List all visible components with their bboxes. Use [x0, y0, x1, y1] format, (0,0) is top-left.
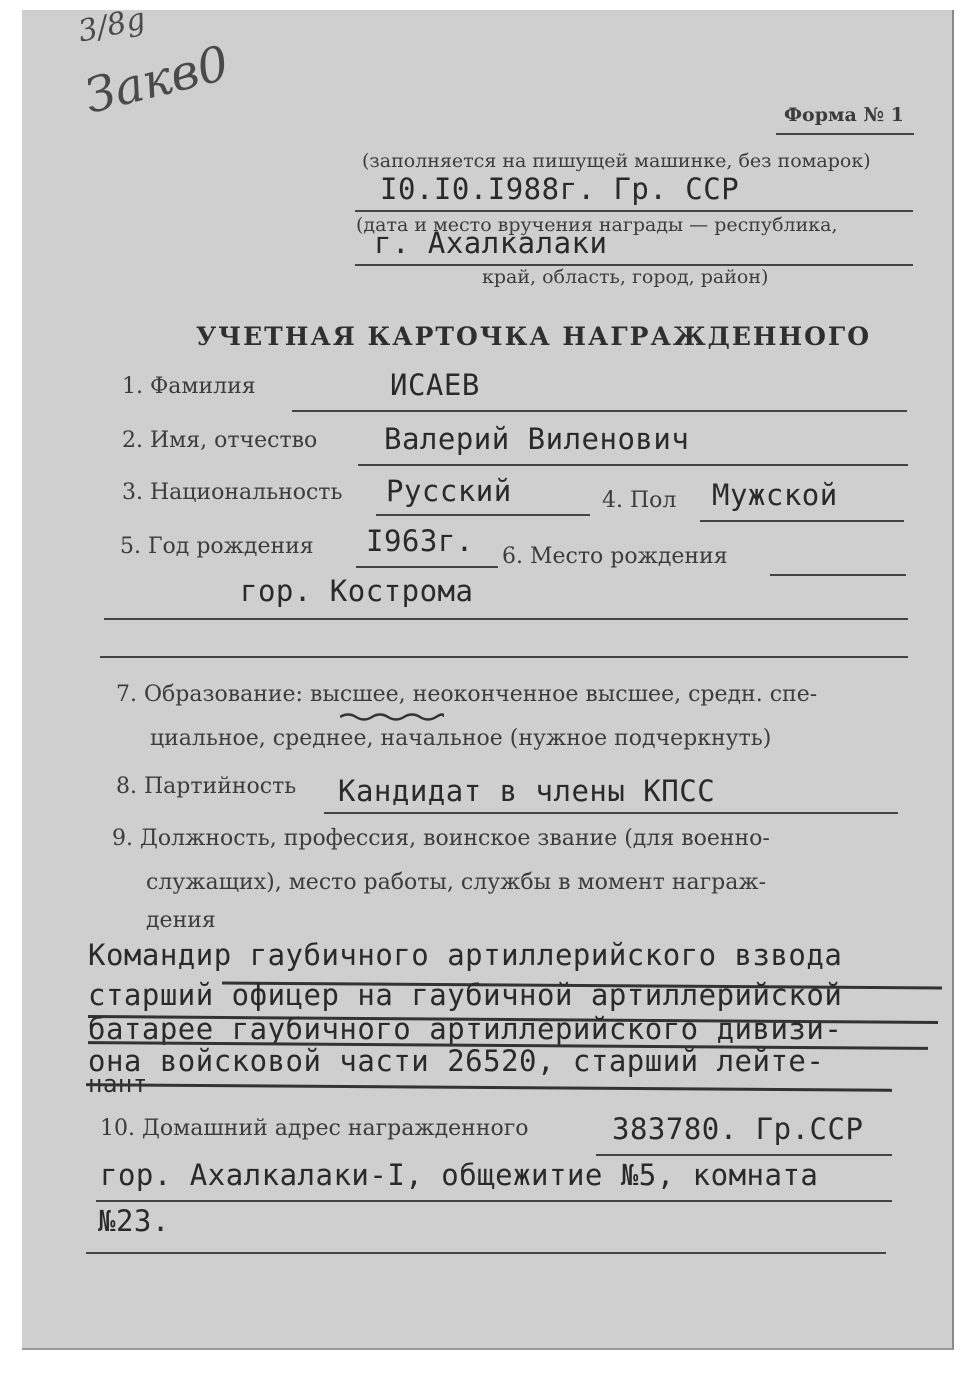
birth-place-label: 6. Место рождения: [502, 544, 728, 569]
address-rule-1: [596, 1154, 892, 1156]
award-date-place: I0.I0.I988г. Гр. ССР: [380, 172, 740, 206]
position-value-line-4: она войсковой части 26520, старший лейте-: [88, 1044, 825, 1078]
award-city: г. Ахалкалаки: [374, 226, 608, 260]
birth-place-rule-3: [100, 656, 908, 658]
education-underline-mark: [340, 712, 444, 722]
region-caption: край, область, город, район): [482, 266, 769, 288]
position-value-line-3: батарее гаубичного артиллерийского дивизи-: [88, 1012, 843, 1046]
address-value-line-1: 383780. Гр.ССР: [612, 1112, 864, 1146]
address-label: 10. Домашний адрес награжденного: [100, 1116, 529, 1141]
sex-label: 4. Пол: [602, 488, 677, 513]
nationality-rule: [376, 514, 590, 516]
award-date-rule: [355, 210, 913, 212]
surname-value: ИСАЕВ: [390, 368, 480, 402]
surname-rule: [292, 410, 907, 412]
party-rule: [324, 812, 898, 814]
card-title: УЧЕТНАЯ КАРТОЧКА НАГРАЖДЕННОГО: [196, 322, 871, 351]
education-line-1: 7. Образование: высшее, неоконченное высшее, средн. спе-: [116, 682, 818, 707]
position-line-3: дения: [146, 908, 216, 933]
date-place-caption: (дата и место вручения награды — республика,: [356, 214, 838, 236]
birth-place-rule-2: [104, 618, 908, 620]
nationality-label: 3. Национальность: [122, 480, 343, 505]
education-line-2: циальное, среднее, начальное (нужное подчеркнуть): [150, 726, 772, 751]
party-value: Кандидат в члены КПСС: [338, 774, 716, 808]
form-number-rule: [776, 133, 914, 135]
form-number: Форма № 1: [784, 104, 904, 126]
name-label: 2. Имя, отчество: [122, 428, 318, 453]
handwritten-note-number: 3/8g: [75, 1, 149, 50]
position-value-line-5: нант: [88, 1070, 148, 1098]
surname-label: 1. Фамилия: [122, 374, 256, 399]
position-line-2: служащих), место работы, службы в момент награж-: [146, 870, 767, 895]
party-label: 8. Партийность: [116, 774, 297, 799]
address-rule-3: [86, 1252, 886, 1254]
nationality-value: Русский: [386, 474, 512, 508]
address-value-line-2: гор. Ахалкалаки-I, общежитие №5, комната: [100, 1158, 819, 1192]
name-rule: [358, 464, 908, 466]
handwritten-note-word: Закв0: [79, 35, 235, 125]
sex-value: Мужской: [712, 478, 838, 512]
address-rule-2: [96, 1200, 892, 1202]
address-value-line-3: №23.: [98, 1204, 170, 1238]
position-value-line-1: Командир гаубичного артиллерийского взвода: [88, 938, 843, 972]
name-value: Валерий Виленович: [384, 422, 690, 456]
position-value-line-2: старший офицер на гаубичной артиллерийской: [88, 978, 843, 1012]
sex-rule: [700, 520, 904, 522]
birth-year-value: I963г.: [366, 524, 474, 558]
instruction-caption: (заполняется на пишущей машинке, без помарок): [362, 150, 871, 172]
birth-year-rule: [356, 566, 498, 568]
birth-place-rule-1: [770, 574, 906, 576]
birth-year-label: 5. Год рождения: [120, 534, 314, 559]
position-line-1: 9. Должность, профессия, воинское звание (для военно-: [112, 826, 770, 851]
birth-place-value: гор. Кострома: [240, 574, 474, 608]
